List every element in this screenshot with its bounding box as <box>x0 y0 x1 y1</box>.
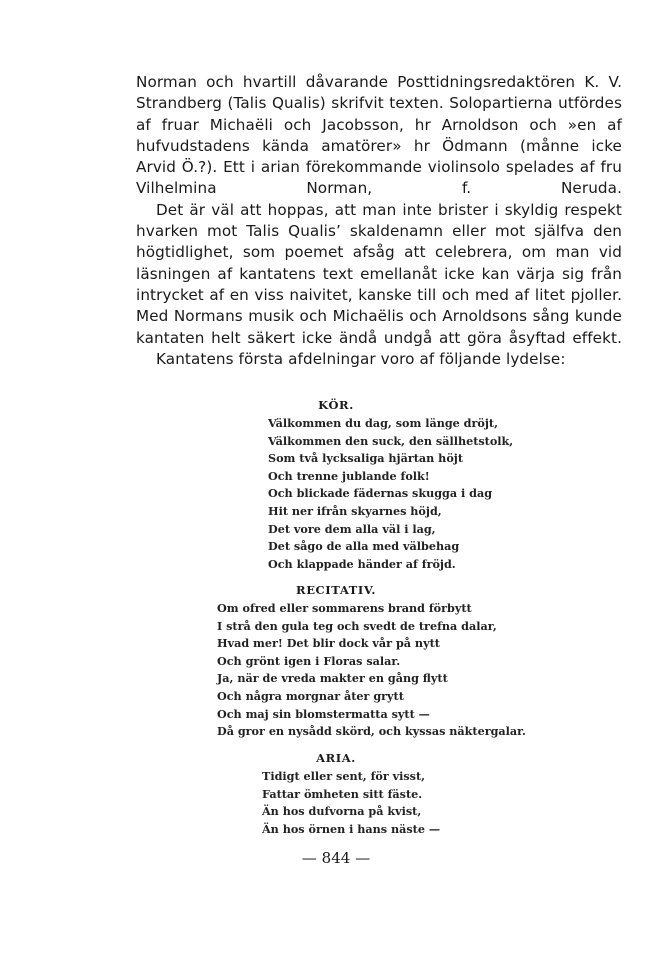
verse-line: Hvad mer! Det blir dock vår på nytt <box>217 636 440 651</box>
paragraph-3: Kantatens första afdelningar voro af följande lydelse: <box>156 349 566 368</box>
verse-line: Fattar ömheten sitt fäste. <box>262 786 423 801</box>
verse-line: I strå den gula teg och svedt de trefna dalar, <box>217 618 497 633</box>
verse-line: Om ofred eller sommarens brand förbytt <box>217 601 472 615</box>
verse-kor <box>268 415 513 573</box>
verse-line: Än hos örnen i hans näste — <box>262 821 441 836</box>
verse-line: Och klappade händer af fröjd. <box>268 556 456 571</box>
verse-line: Och trenne jublande folk! <box>268 468 430 483</box>
verse-line: Tidigt eller sent, för visst, <box>262 769 426 783</box>
verse-line: Och blickade fädernas skugga i dag <box>268 486 493 501</box>
verse-line: Och några morgnar åter grytt <box>217 688 404 703</box>
verse-line: Hit ner ifrån skyarnes höjd, <box>268 503 442 518</box>
verse-line: Det sågo de alla med välbehag <box>268 539 460 554</box>
verse-recitativ <box>217 600 526 741</box>
verse-line: Välkommen du dag, som länge dröjt, <box>268 416 498 430</box>
verse-line: Och grönt igen i Floras salar. <box>217 653 401 668</box>
verse-aria <box>262 768 440 838</box>
body-text <box>136 72 622 370</box>
verse-line: Än hos dufvorna på kvist, <box>262 804 422 819</box>
section-heading-kor: KÖR. <box>318 398 354 412</box>
paragraph-1: Norman och hvartill dåvarande Posttidningsredaktören K. V. Strandberg (Talis Qualis) skrifvit texten. Solopartierna utfördes af fruar Michaëli och Jacobsson, hr Arnoldson och »en af hufvudstadens kända amatörer» hr Ödmann (månne icke Arvid Ö.?). Ett i arian förekommande violinsolo spelades af fru Vilhelmina Norman, f. Neruda. <box>136 73 622 198</box>
verse-line: Ja, när de vreda makter en gång flytt <box>217 671 448 686</box>
section-heading-aria: ARIA. <box>316 751 356 765</box>
verse-line: Då gror en nysådd skörd, och kyssas näktergalar. <box>217 724 526 739</box>
verse-line: Välkommen den suck, den sällhetstolk, <box>268 433 514 448</box>
verse-line: Det vore dem alla väl i lag, <box>268 521 436 536</box>
page-number: — 844 — <box>301 849 371 867</box>
section-heading-recitativ: RECITATIV. <box>296 583 376 597</box>
paragraph-2: Det är väl att hoppas, att man inte brister i skyldig respekt hvarken mot Talis Qualis’ skaldenamn eller mot själfva den högtidlighet, som poemet afsåg att celebrera, om man vid läsningen af kantatens text emellanåt icke kan värja sig från intrycket af en viss naivitet, kanske till och med af litet pjoller. Med Normans musik och Michaëlis och Arnoldsons sång kunde kantaten helt säkert icke ändå undgå att göra åsyftad effekt. <box>136 200 622 347</box>
verse-line: Som två lycksaliga hjärtan höjt <box>268 451 463 466</box>
verse-line: Och maj sin blomstermatta sytt — <box>217 706 430 721</box>
